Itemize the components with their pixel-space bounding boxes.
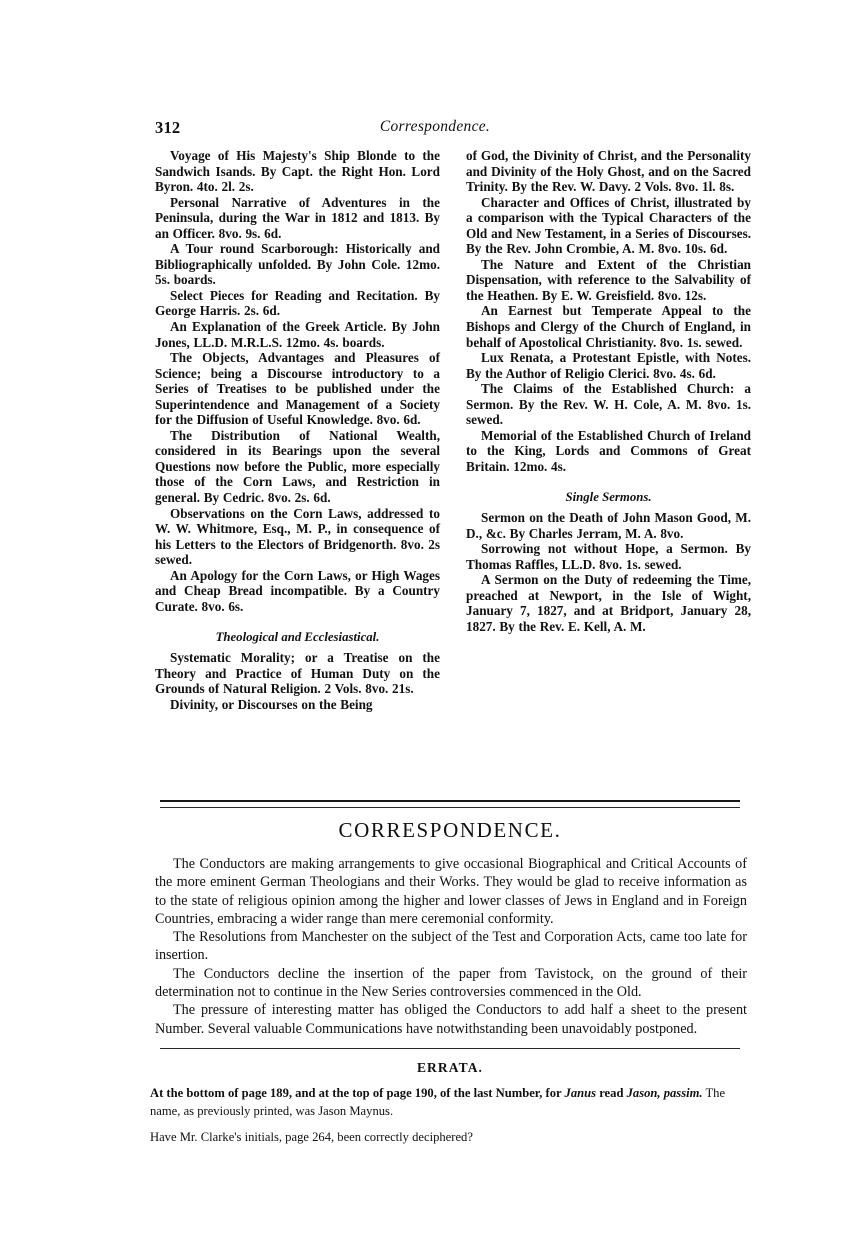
- correspondence-heading: CORRESPONDENCE.: [338, 818, 562, 842]
- section-divider-rule-errata: [160, 1048, 740, 1049]
- book-list-entry: Lux Renata, a Protestant Epistle, with Notes. By the Author of Religio Clerici. 8vo. 4s. 6d.: [466, 350, 751, 381]
- errata-heading: ERRATA.: [416, 1060, 484, 1075]
- book-list-entry: Systematic Morality; or a Treatise on the Theory and Practice of Human Duty on the Grounds of Natural Religion. 2 Vols. 8vo. 21s.: [155, 649, 440, 697]
- errata-italic-jason-passim: Jason, passim.: [626, 1086, 703, 1100]
- book-list-entry: A Tour round Scarborough: Historically and Bibliographically unfolded. By John Cole. 12mo. 5s. boards.: [155, 241, 440, 288]
- errata-italic-janus: Janus: [564, 1086, 597, 1100]
- running-title: Correspondence.: [379, 118, 491, 135]
- book-list-entry: The Claims of the Established Church: a Sermon. By the Rev. W. H. Cole, A. M. 8vo. 1s. sewed.: [466, 381, 751, 428]
- book-list-entry: The Objects, Advantages and Pleasures of Science; being a Discourse introductory to a Series of Treatises to be published under the Superintendence and Management of a Society for the Diffusion of Useful Knowledge. 8vo. 6d.: [155, 350, 440, 428]
- errata-text-c: The name, as previously printed, was Jason Maynus.: [150, 1086, 726, 1118]
- book-list-entry: Select Pieces for Reading and Recitation. By George Harris. 2s. 6d.: [155, 287, 440, 319]
- book-list-entry: Memorial of the Established Church of Ireland to the King, Lords and Commons of Great Britain. 12mo. 4s.: [466, 427, 751, 474]
- errata-line-1: [150, 1085, 750, 1120]
- book-list-entry: A Sermon on the Duty of redeeming the Time, preached at Newport, in the Isle of Wight, January 7, 1827, and at Bridport, January 28, 1827. By the Rev. E. Kell, A. M.: [466, 572, 751, 634]
- book-list-entry: Personal Narrative of Adventures in the Peninsula, during the War in 1812 and 1813. By an Officer. 8vo. 9s. 6d.: [155, 194, 440, 241]
- book-list-right-column: [466, 148, 751, 634]
- errata-body: [150, 1085, 750, 1147]
- book-list-entry: An Earnest but Temperate Appeal to the Bishops and Clergy of the Church of England, in behalf of Apostolical Christianity. 8vo. 1s. sewed.: [466, 303, 751, 350]
- book-list-subheading: Theological and Ecclesiastical.: [215, 630, 380, 645]
- book-list-entry: Character and Offices of Christ, illustrated by a comparison with the Typical Characters of the Old and New Testament, in a Series of Discourses. By the Rev. John Crombie, A. M. 8vo. 10s. 6d.: [466, 194, 751, 257]
- errata-text-a: At the bottom of page 189, and at the top of page 190, of the last Number, for: [150, 1086, 565, 1100]
- errata-line-2: Have Mr. Clarke's initials, page 264, been correctly deciphered?: [150, 1130, 473, 1144]
- section-divider-rule-top: [160, 800, 740, 808]
- book-list-entry: of God, the Divinity of Christ, and the Personality and Divinity of the Holy Ghost, and on the Sacred Trinity. By the Rev. W. Davy. 2 Vols. 8vo. 1l. 8s.: [466, 148, 751, 195]
- book-list-entry: An Apology for the Corn Laws, or High Wages and Cheap Bread incompatible. By a Country Curate. 8vo. 6s.: [155, 567, 440, 614]
- errata-text-b: read: [596, 1086, 627, 1100]
- book-list-columns: [155, 148, 751, 798]
- book-list-entry: An Explanation of the Greek Article. By John Jones, LL.D. M.R.L.S. 12mo. 4s. boards.: [155, 319, 440, 350]
- correspondence-paragraph: The Conductors are making arrangements to give occasional Biographical and Critical Accounts of the more eminent German Theologians and their Works. They would be glad to receive information as to the state of religious opinion among the higher and lower classes of Jews in England and in Foreign Countries, embracing a wider range than mere ceremonial conformity.: [155, 856, 747, 927]
- correspondence-paragraph: The pressure of interesting matter has obliged the Conductors to add half a sheet to the present Number. Several valuable Communications have notwithstanding been unavoidably postponed.: [155, 1002, 747, 1037]
- book-list-entry: Sermon on the Death of John Mason Good, M. D., &c. By Charles Jerram, M. A. 8vo.: [466, 510, 751, 541]
- correspondence-body: [155, 855, 747, 1038]
- book-list-entry: Voyage of His Majesty's Ship Blonde to the Sandwich Isands. By Capt. the Right Hon. Lord Byron. 4to. 2l. 2s.: [155, 148, 440, 195]
- book-list-left-column: [155, 148, 440, 712]
- running-head: [155, 118, 715, 138]
- page-folio-number: 312: [155, 118, 181, 137]
- book-list-entry: Sorrowing not without Hope, a Sermon. By Thomas Raffles, LL.D. 8vo. 1s. sewed.: [466, 541, 751, 572]
- book-list-entry: The Distribution of National Wealth, considered in its Bearings upon the several Questions now before the Public, more especially those of the Corn Laws, and Restriction in general. By Cedric. 8vo. 2s. 6d.: [155, 427, 440, 506]
- correspondence-paragraph: The Conductors decline the insertion of the paper from Tavistock, on the ground of their determination not to continue in the New Series controversies commenced in the Old.: [155, 965, 747, 1001]
- book-list-subheading: Single Sermons.: [565, 490, 652, 505]
- book-list-entry: Observations on the Corn Laws, addressed to W. W. Whitmore, Esq., M. P., in consequence of his Letters to the Electors of Bridgenorth. 8vo. 2s sewed.: [155, 505, 440, 568]
- book-list-entry: The Nature and Extent of the Christian Dispensation, with reference to the Salvability of the Heathen. By E. W. Greisfield. 8vo. 12s.: [466, 256, 751, 303]
- correspondence-paragraph: The Resolutions from Manchester on the subject of the Test and Corporation Acts, came too late for insertion.: [155, 929, 747, 964]
- book-list-entry: Divinity, or Discourses on the Being: [170, 696, 373, 712]
